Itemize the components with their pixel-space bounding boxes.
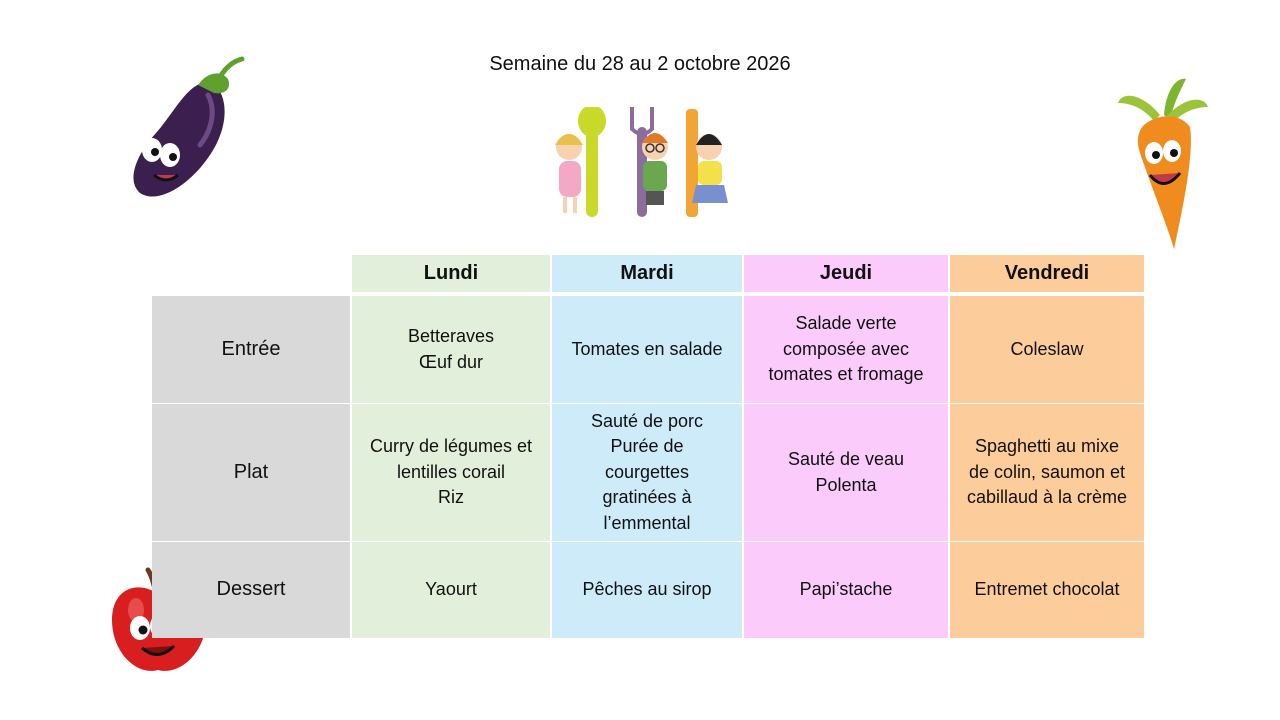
table-row-entree — [152, 295, 1144, 403]
dish-line: gratinées à — [602, 487, 692, 508]
day-header-vendredi: Vendredi — [948, 255, 1144, 295]
dish-line: Salade verte — [795, 313, 897, 334]
dish-line: Papi’stache — [799, 579, 893, 600]
menu-cell — [742, 295, 948, 403]
menu-cell — [350, 295, 550, 403]
dish-line: Tomates en salade — [571, 338, 723, 359]
dish-line: Entremet chocolat — [974, 579, 1120, 600]
dish-line: Œuf dur — [418, 351, 484, 372]
menu-cell — [350, 403, 550, 541]
day-header-jeudi: Jeudi — [742, 255, 948, 295]
dish-line: Polenta — [815, 474, 877, 495]
table-row-plat — [152, 403, 1144, 541]
menu-cell — [742, 403, 948, 541]
day-header-lundi: Lundi — [350, 255, 550, 295]
menu-cell — [550, 541, 742, 638]
page-title: Semaine du 28 au 2 octobre 2026 — [489, 53, 791, 75]
eggplant-icon — [128, 55, 248, 205]
menu-cell — [550, 295, 742, 403]
dish-line: Purée de — [610, 436, 684, 457]
dish-line: Riz — [438, 487, 464, 508]
dish-line: l’emmental — [603, 512, 691, 533]
dish-line: Pêches au sirop — [582, 579, 712, 600]
dish-line: Coleslaw — [1010, 338, 1084, 359]
dish-line: de colin, saumon et — [968, 461, 1126, 482]
row-label-dessert: Dessert — [152, 541, 350, 638]
dish-line: Betteraves — [407, 326, 495, 346]
dish-line: Spaghetti au mixe — [974, 436, 1120, 457]
dish-line: Sauté de porc — [590, 410, 704, 431]
row-label-entree: Entrée — [152, 295, 350, 403]
dish-line: lentilles corail — [396, 461, 506, 482]
carrot-icon — [1114, 73, 1210, 251]
menu-cell — [948, 295, 1144, 403]
dish-line: Sauté de veau — [787, 449, 905, 469]
table-row-dessert — [152, 541, 1144, 638]
menu-cell — [948, 403, 1144, 541]
menu-cell — [948, 541, 1144, 638]
menu-cell — [742, 541, 948, 638]
menu-table — [152, 255, 1144, 638]
menu-cell — [350, 541, 550, 638]
dish-line: Curry de légumes et — [369, 436, 533, 457]
dish-line: composée avec — [782, 338, 910, 359]
day-header-mardi: Mardi — [550, 255, 742, 295]
row-label-plat: Plat — [152, 403, 350, 541]
dish-line: tomates et fromage — [768, 364, 924, 385]
dish-line: courgettes — [604, 461, 690, 482]
dish-line: cabillaud à la crème — [966, 487, 1128, 508]
kids-with-cutlery-icon — [549, 107, 729, 219]
menu-cell — [550, 403, 742, 541]
days-header-row — [152, 255, 1144, 295]
corner-cell — [152, 255, 350, 295]
dish-line: Yaourt — [425, 579, 477, 600]
